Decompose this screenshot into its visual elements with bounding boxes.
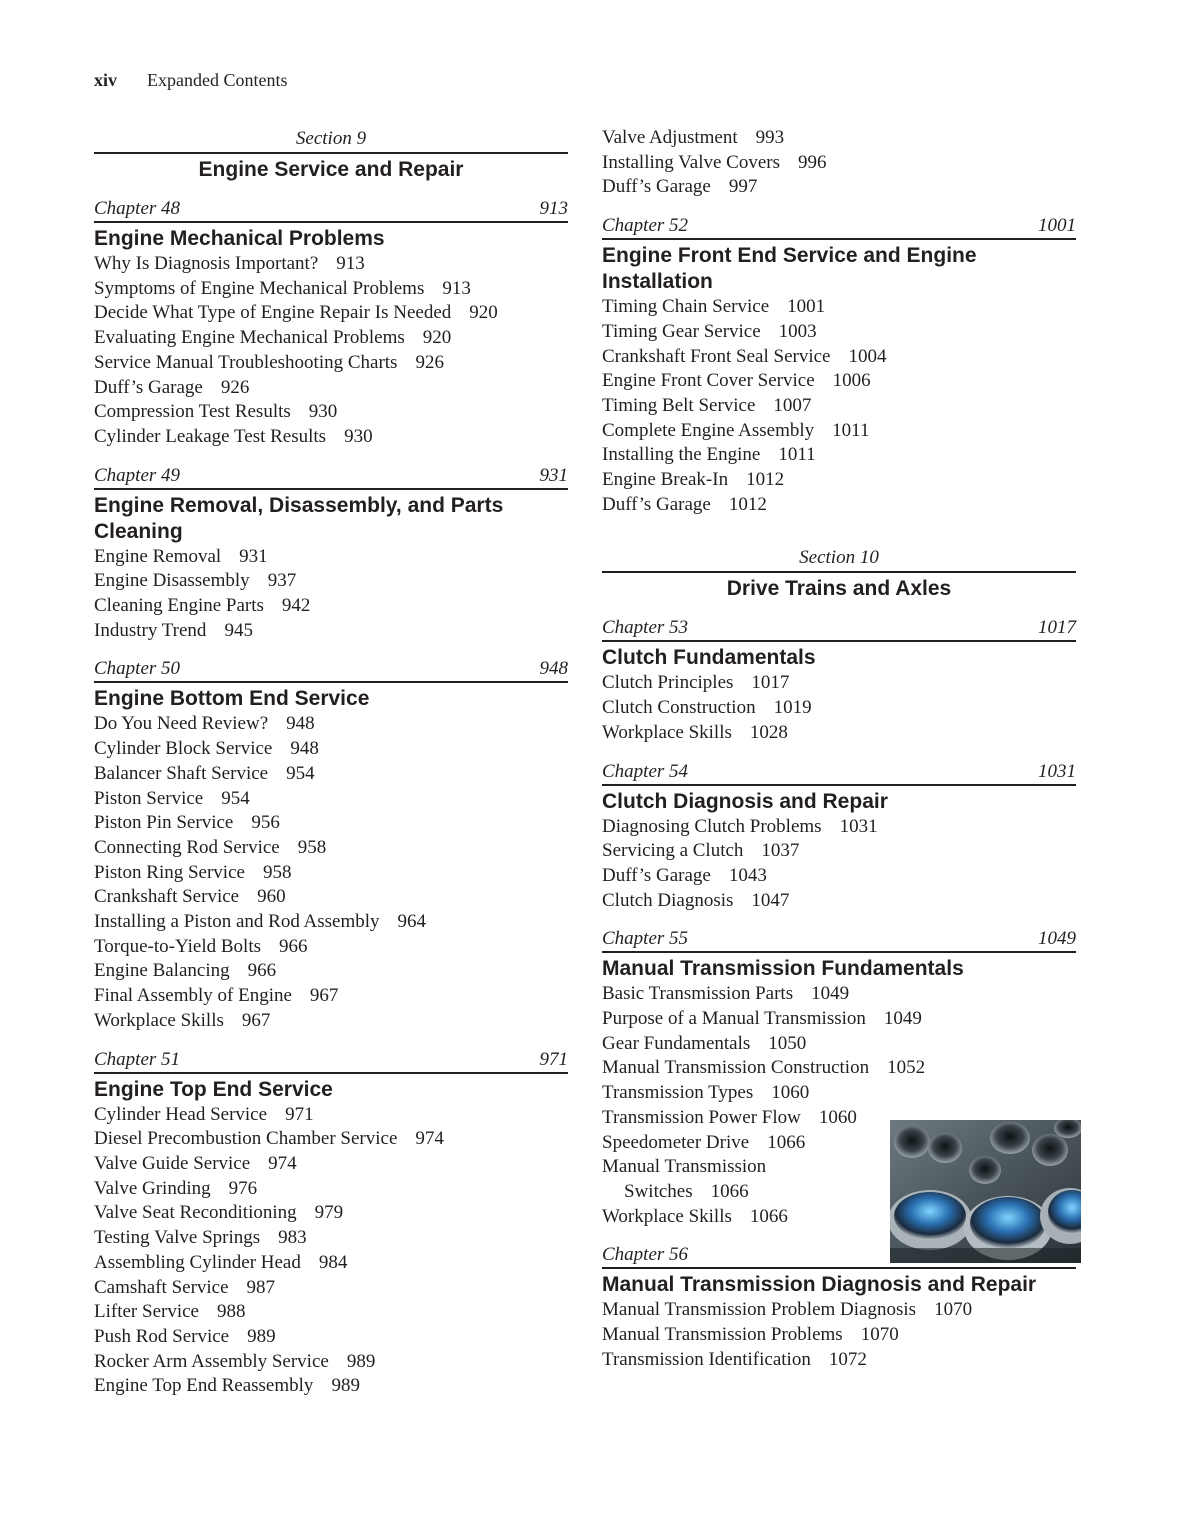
toc-entry <box>94 619 568 644</box>
toc-entry-page: 930 <box>308 401 338 423</box>
chapter-heading <box>602 214 1076 240</box>
toc-entry-page: 931 <box>239 545 268 567</box>
toc-entry-text: Compression Test Results <box>94 401 291 423</box>
toc-entry <box>602 394 1076 419</box>
toc-entry <box>94 712 568 737</box>
toc-entry-page: 913 <box>442 277 471 299</box>
toc-entry-text: Servicing a Clutch <box>602 840 744 862</box>
toc-entry <box>602 1081 1076 1106</box>
toc-entry-text: Basic Transmission Parts <box>602 983 794 1005</box>
toc-entry-page: 966 <box>279 935 308 957</box>
chapter-title: Clutch Diagnosis and Repair <box>602 789 888 813</box>
toc-entry-text: Torque-to-Yield Bolts <box>94 935 262 957</box>
toc-entry-text: Workplace Skills <box>602 721 732 743</box>
chapter-heading <box>602 616 1076 642</box>
toc-entry-text: Engine Disassembly <box>94 570 250 592</box>
chapter-label: Chapter 48 <box>94 198 181 219</box>
toc-entry-page: 984 <box>318 1251 348 1273</box>
toc-entry <box>602 295 1076 320</box>
toc-entry-page: 976 <box>228 1177 258 1199</box>
toc-entry-text: Cleaning Engine Parts <box>94 595 264 617</box>
toc-entry-text: Timing Belt Service <box>602 394 756 416</box>
toc-entry-page: 971 <box>285 1103 314 1125</box>
running-title: Expanded Contents <box>147 70 288 90</box>
toc-entry <box>602 151 1076 176</box>
toc-entry <box>602 721 1076 746</box>
toc-entry <box>94 1009 568 1034</box>
chapter-title: Engine Bottom End Service <box>94 687 370 711</box>
toc-entry-text: Manual Transmission Switches <box>602 1156 767 1202</box>
toc-entry <box>602 671 1076 696</box>
toc-entry-text: Manual Transmission Problem Diagnosis <box>602 1299 917 1321</box>
toc-entry-text: Balancer Shaft Service <box>94 762 269 784</box>
toc-entry <box>94 1276 568 1301</box>
toc-entry-text: Cylinder Leakage Test Results <box>94 425 327 447</box>
toc-entry <box>94 885 568 910</box>
toc-entry-page: 958 <box>262 861 292 883</box>
toc-entry-page: 989 <box>346 1350 376 1372</box>
toc-entry-page: 1003 <box>778 320 817 342</box>
toc-entry-page: 1001 <box>787 296 826 318</box>
chapter-page: 971 <box>539 1048 568 1070</box>
toc-entry <box>94 376 568 401</box>
toc-entry-page: 1037 <box>761 840 800 862</box>
chapter-page: 948 <box>539 658 568 680</box>
toc-entry <box>94 984 568 1009</box>
toc-entry <box>602 175 1076 200</box>
chapter-block <box>94 464 568 644</box>
section-title: Drive Trains and Axles <box>602 571 1076 604</box>
toc-entry-text: Connecting Rod Service <box>94 836 280 858</box>
toc-entry-text: Assembling Cylinder Head <box>94 1251 301 1273</box>
chapter-heading <box>94 1048 568 1074</box>
chapter-heading <box>602 760 1076 786</box>
toc-entry-page: 1072 <box>828 1348 867 1370</box>
toc-entry <box>602 1032 1076 1057</box>
toc-entry-text: Engine Removal <box>94 545 222 567</box>
toc-entry-page: 954 <box>286 762 315 784</box>
chapter-52-block <box>602 214 1076 517</box>
toc-entry-page: 1011 <box>778 444 816 466</box>
toc-entry-page: 1028 <box>749 721 788 743</box>
toc-entry-page: 966 <box>247 960 277 982</box>
toc-entry-text: Valve Grinding <box>94 1177 211 1199</box>
chapter-title: Engine Top End Service <box>94 1077 333 1101</box>
toc-entry-page: 993 <box>755 127 785 148</box>
toc-entry-page: 997 <box>728 176 758 198</box>
toc-entry <box>602 815 1076 840</box>
toc-entry-text: Complete Engine Assembly <box>602 419 815 441</box>
chapter-label: Chapter 49 <box>94 464 181 486</box>
toc-entry-page: 920 <box>422 327 452 349</box>
toc-entry-page: 996 <box>798 151 827 173</box>
toc-entry-text: Speedometer Drive <box>602 1131 750 1153</box>
toc-entry-text: Workplace Skills <box>602 1205 732 1227</box>
chapter-label: Chapter 56 <box>602 1244 689 1266</box>
toc-entry-text: Purpose of a Manual Transmission <box>602 1008 866 1030</box>
toc-entry-page: 942 <box>281 595 311 617</box>
toc-entry-text: Crankshaft Service <box>94 886 240 908</box>
toc-entry-page: 948 <box>286 713 315 735</box>
toc-entry-text: Installing Valve Covers <box>602 151 781 173</box>
engine-pistons-photo <box>890 1120 1081 1263</box>
toc-entry-page: 1019 <box>773 697 812 719</box>
toc-entry-page: 979 <box>314 1202 344 1224</box>
toc-entry <box>602 1155 894 1204</box>
toc-entry <box>94 1177 568 1202</box>
toc-entry-text: Cylinder Head Service <box>94 1103 268 1125</box>
toc-entry <box>602 839 1076 864</box>
chapter-label: Chapter 52 <box>602 215 689 237</box>
toc-entry <box>94 351 568 376</box>
toc-entry-page: 930 <box>344 425 373 447</box>
toc-entry-text: Testing Valve Springs <box>94 1227 261 1249</box>
toc-entry <box>94 252 568 277</box>
toc-entry-page: 1011 <box>832 419 870 441</box>
toc-entry-text: Diagnosing Clutch Problems <box>602 815 822 837</box>
chapter-title: Engine Mechanical Problems <box>94 227 385 250</box>
chapter-page: 931 <box>539 464 568 486</box>
chapter-label: Chapter 50 <box>94 658 181 680</box>
toc-entry-text: Symptoms of Engine Mechanical Problems <box>94 277 425 299</box>
toc-entry-page: 967 <box>309 985 339 1007</box>
toc-entry <box>602 443 1076 468</box>
toc-entry-text: Duff’s Garage <box>602 864 711 886</box>
toc-entry-page: 1012 <box>746 469 785 491</box>
chapter-heading <box>94 464 568 490</box>
toc-entry-page: 987 <box>246 1276 276 1298</box>
toc-entry-page: 983 <box>278 1227 307 1249</box>
toc-entry-page: 1070 <box>860 1324 899 1346</box>
toc-entry-text: Engine Front Cover Service <box>602 370 815 392</box>
toc-entry-text: Timing Gear Service <box>602 320 761 342</box>
chapter-page: 1001 <box>1038 215 1076 237</box>
toc-entry-text: Final Assembly of Engine <box>94 985 292 1007</box>
chapter-block <box>602 760 1076 914</box>
toc-entry-text: Installing the Engine <box>602 444 761 466</box>
chapter-block <box>602 616 1076 745</box>
chapter-page: 1049 <box>1038 928 1076 950</box>
section-label: Section 10 <box>799 547 879 569</box>
toc-entry-page: 926 <box>415 351 444 373</box>
toc-entry-page: 920 <box>469 302 498 324</box>
toc-entry-page: 1070 <box>934 1299 973 1321</box>
toc-entry-text: Duff’s Garage <box>94 376 203 398</box>
toc-entry-page: 956 <box>251 812 280 834</box>
toc-entry-text: Industry Trend <box>94 619 207 641</box>
toc-entry-text: Clutch Principles <box>602 672 734 694</box>
toc-entry <box>94 787 568 812</box>
toc-entry-text: Valve Seat Reconditioning <box>94 1202 297 1224</box>
toc-entry <box>94 1226 568 1251</box>
toc-entry <box>94 935 568 960</box>
toc-entry-page: 948 <box>290 738 319 760</box>
toc-entry-text: Workplace Skills <box>94 1009 224 1031</box>
toc-entry-text: Duff’s Garage <box>602 493 711 515</box>
toc-entry-text: Clutch Diagnosis <box>602 889 734 911</box>
toc-entry-text: Engine Break-In <box>602 469 729 491</box>
toc-entry-text: Evaluating Engine Mechanical Problems <box>94 327 405 349</box>
toc-entry <box>94 277 568 302</box>
toc-entry <box>94 1300 568 1325</box>
toc-entry <box>602 1131 894 1156</box>
toc-entry <box>602 468 1076 493</box>
section-title: Engine Service and Repair <box>94 152 568 185</box>
toc-entry <box>94 836 568 861</box>
chapter-label: Chapter 54 <box>602 760 689 782</box>
toc-entry-text: Piston Pin Service <box>94 812 234 834</box>
toc-entry-page: 960 <box>257 886 286 908</box>
page-folio: xiv <box>94 70 118 90</box>
toc-entry-page: 988 <box>216 1301 246 1323</box>
toc-entry-page: 1050 <box>768 1032 807 1054</box>
toc-entry <box>94 594 568 619</box>
chapter-block <box>94 657 568 1033</box>
toc-entry <box>602 369 1076 394</box>
toc-entry <box>602 1298 1076 1323</box>
toc-entry-page: 1060 <box>771 1082 810 1104</box>
toc-entry <box>94 545 568 570</box>
toc-entry-text: Camshaft Service <box>94 1276 229 1298</box>
toc-entry-text: Valve Guide Service <box>94 1152 251 1174</box>
left-chapter-list <box>94 197 568 1399</box>
chapter-page: 913 <box>539 198 568 219</box>
toc-entry <box>602 1007 1076 1032</box>
toc-entry-page: 967 <box>241 1009 271 1031</box>
toc-entry <box>94 425 568 450</box>
toc-entry <box>94 400 568 425</box>
toc-entry-text: Push Rod Service <box>94 1325 230 1347</box>
chapter-page: 1017 <box>1038 617 1076 639</box>
toc-entry-page: 1060 <box>818 1106 857 1128</box>
toc-entry <box>94 326 568 351</box>
chapter-label: Chapter 53 <box>602 617 689 639</box>
toc-entry-text: Service Manual Troubleshooting Charts <box>94 351 398 373</box>
toc-entry-page: 1004 <box>848 345 887 367</box>
chapter-label: Chapter 51 <box>94 1048 181 1070</box>
toc-entry-text: Duff’s Garage <box>602 176 711 198</box>
toc-entry <box>94 1103 568 1128</box>
chapter-block <box>94 197 568 450</box>
toc-entry-text: Clutch Construction <box>602 697 756 719</box>
toc-entry <box>602 419 1076 444</box>
toc-entry <box>94 1201 568 1226</box>
toc-entry-page: 1031 <box>839 815 878 837</box>
toc-entry <box>94 861 568 886</box>
toc-entry-page: 1043 <box>728 864 767 886</box>
toc-entry-text: Why Is Diagnosis Important? <box>94 253 319 274</box>
toc-entry-page: 1047 <box>751 889 790 911</box>
running-head <box>94 70 288 91</box>
chapter-block <box>602 214 1076 517</box>
toc-entry <box>602 889 1076 914</box>
toc-entry-text: Engine Top End Reassembly <box>94 1375 314 1397</box>
toc-entry-text: Manual Transmission Problems <box>602 1324 843 1346</box>
chapter-page: 1031 <box>1038 760 1076 782</box>
toc-entry-page: 958 <box>297 836 327 858</box>
toc-entry-text: Piston Service <box>94 787 204 809</box>
toc-entry-text: Transmission Identification <box>602 1348 811 1370</box>
toc-entry-page: 989 <box>331 1375 360 1397</box>
toc-entry <box>94 1127 568 1152</box>
toc-entry <box>94 301 568 326</box>
toc-entry-page: 964 <box>397 911 427 933</box>
toc-entry-page: 913 <box>336 253 365 274</box>
chapter-heading <box>94 657 568 683</box>
toc-entry-text: Manual Transmission Construction <box>602 1057 870 1079</box>
toc-entry-text: Valve Adjustment <box>602 127 738 148</box>
toc-entry <box>94 910 568 935</box>
chapter-title: Manual Transmission Fundamentals <box>602 957 964 981</box>
toc-entry <box>602 1056 1076 1081</box>
toc-entry <box>94 1251 568 1276</box>
toc-entry <box>602 982 1076 1007</box>
left-column <box>94 126 568 1413</box>
toc-entry-page: 945 <box>224 619 253 641</box>
toc-entry-page: 926 <box>220 376 250 398</box>
toc-entry-text: Decide What Type of Engine Repair Is Needed <box>94 302 452 324</box>
section-label: Section 9 <box>295 128 367 149</box>
chapter-heading <box>94 197 568 223</box>
toc-entry-page: 954 <box>221 787 250 809</box>
toc-entry <box>94 1350 568 1375</box>
toc-entry <box>602 345 1076 370</box>
toc-entry-text: Do You Need Review? <box>94 713 269 735</box>
toc-entry-text: Lifter Service <box>94 1301 199 1323</box>
toc-entry <box>94 1374 568 1399</box>
chapter-label: Chapter 55 <box>602 928 689 950</box>
toc-entry-page: 1017 <box>751 672 790 694</box>
toc-entry <box>602 320 1076 345</box>
toc-entry-text: Cylinder Block Service <box>94 738 273 760</box>
toc-entry-text: Piston Ring Service <box>94 861 245 883</box>
toc-entry-page: 974 <box>268 1152 297 1174</box>
toc-entry-page: 1049 <box>811 983 850 1005</box>
toc-entry <box>94 811 568 836</box>
toc-entry-text: Crankshaft Front Seal Service <box>602 345 831 367</box>
chapter-title: Manual Transmission Diagnosis and Repair <box>602 1273 1037 1297</box>
toc-entry <box>602 493 1076 518</box>
chapter-title: Engine Front End Service and Engine Installation <box>602 244 977 294</box>
toc-entry <box>602 1106 894 1131</box>
toc-entry-page: 1066 <box>710 1180 749 1202</box>
toc-entry-text: Installing a Piston and Rod Assembly <box>94 911 380 933</box>
toc-entry-page: 1052 <box>887 1057 926 1079</box>
toc-entry <box>94 569 568 594</box>
toc-entry <box>94 1152 568 1177</box>
toc-entry <box>602 696 1076 721</box>
toc-entry-page: 1066 <box>749 1205 788 1227</box>
toc-entry <box>602 1205 894 1230</box>
toc-entry-text: Transmission Power Flow <box>602 1106 801 1128</box>
toc-entry-page: 1012 <box>728 493 767 515</box>
toc-entry <box>94 959 568 984</box>
toc-entry <box>602 1323 1076 1348</box>
toc-entry-page: 937 <box>267 570 297 592</box>
toc-entry-page: 1066 <box>767 1131 806 1153</box>
chapter-51-continued <box>602 126 1076 200</box>
toc-entry-text: Engine Balancing <box>94 960 230 982</box>
toc-entry-page: 974 <box>415 1128 444 1150</box>
chapter-title: Clutch Fundamentals <box>602 646 816 670</box>
toc-entry-page: 1049 <box>883 1008 922 1030</box>
toc-entry <box>602 126 1076 151</box>
toc-entry-text: Gear Fundamentals <box>602 1032 751 1054</box>
engine-pistons-illustration <box>890 1120 1081 1263</box>
toc-entry-page: 1006 <box>832 370 871 392</box>
toc-entry-text: Diesel Precombustion Chamber Service <box>94 1128 398 1150</box>
toc-entry-text: Rocker Arm Assembly Service <box>94 1350 329 1372</box>
toc-entry-text: Transmission Types <box>602 1082 754 1104</box>
toc-entry-text: Timing Chain Service <box>602 296 770 318</box>
toc-entry-page: 1007 <box>773 394 812 416</box>
chapter-heading <box>602 927 1076 953</box>
toc-entry <box>94 1325 568 1350</box>
chapter-block <box>94 1048 568 1399</box>
chapter-title: Engine Removal, Disassembly, and Parts Cleaning <box>94 493 504 543</box>
toc-entry <box>602 864 1076 889</box>
toc-entry <box>94 762 568 787</box>
toc-entry-page: 989 <box>247 1325 276 1347</box>
toc-entry <box>602 1348 1076 1373</box>
toc-entry <box>94 737 568 762</box>
